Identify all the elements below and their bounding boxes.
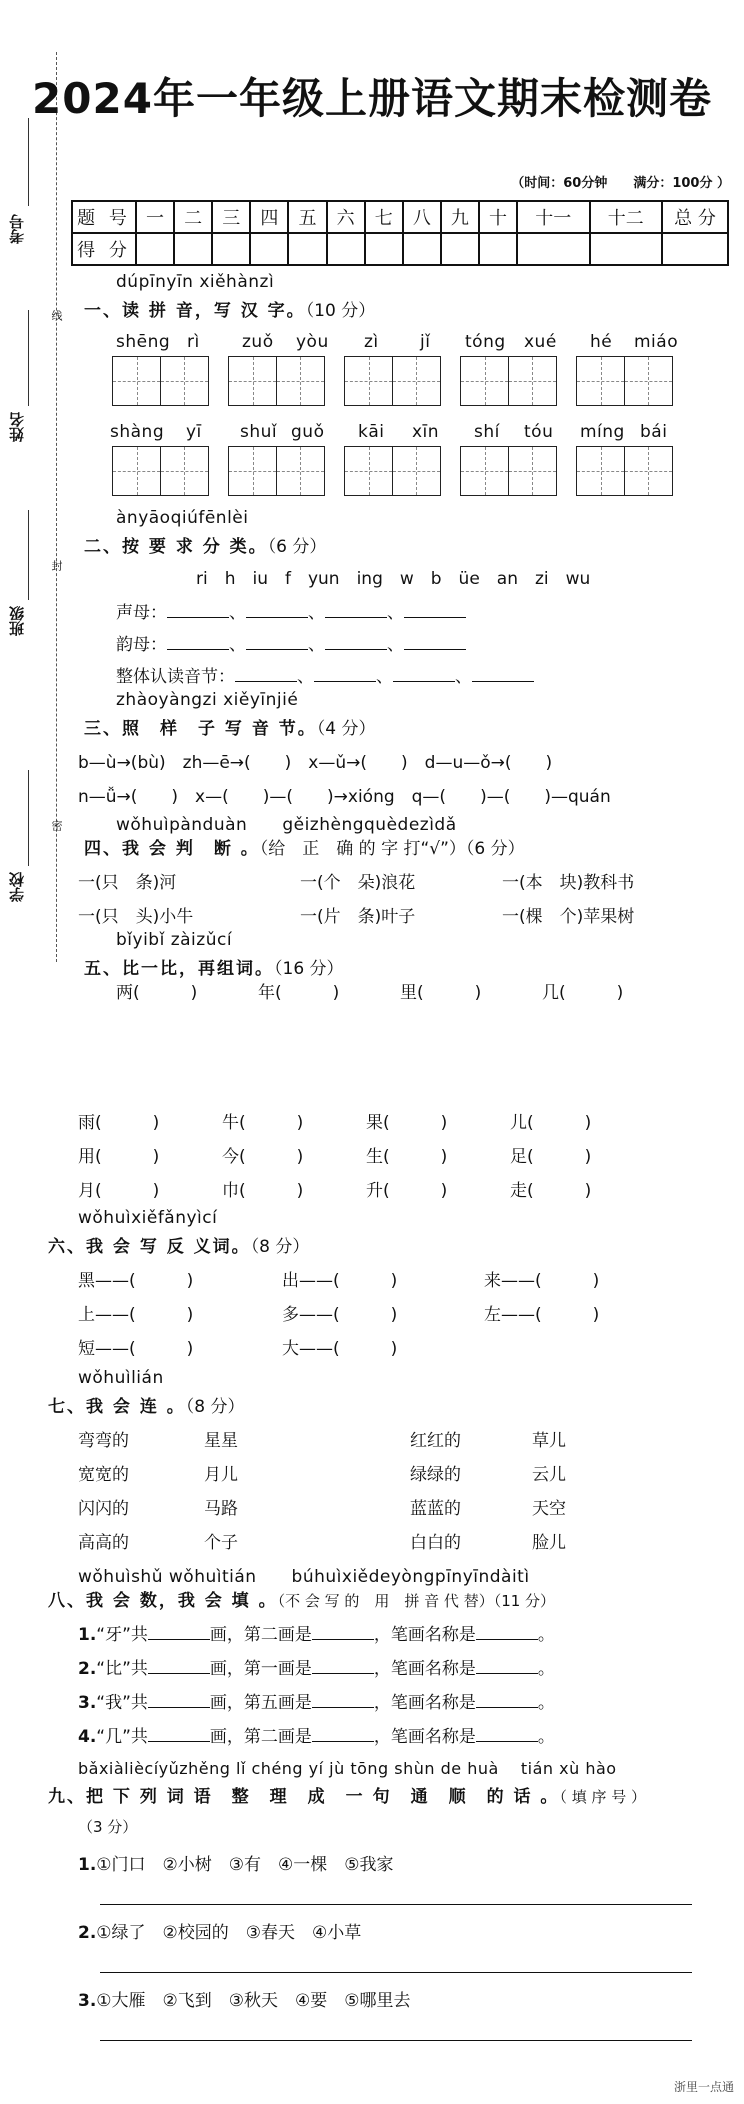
s1-title-text: 一、读 拼 音，写 汉 字。 — [84, 301, 306, 321]
score-col: 二 — [174, 201, 212, 233]
s8-c: ，笔画名称是 — [373, 1659, 476, 1679]
score-cell[interactable] — [590, 233, 663, 265]
s2-title-text: 二、按 要 求 分 类。 — [84, 537, 268, 557]
s7-title-text: 七、我 会 连 。 — [48, 1397, 186, 1417]
s6-points: （8 分） — [250, 1237, 310, 1257]
side-label-exam-no: 考号 — [8, 214, 26, 244]
s9-points: （ 填 序 号 ） — [559, 1788, 647, 1806]
answer-blank[interactable] — [472, 665, 534, 682]
s5-item[interactable]: 雨( ) — [78, 1113, 160, 1133]
s4-item[interactable]: 一(本 块)教科书 — [502, 873, 635, 893]
answer-blank[interactable] — [312, 1623, 374, 1640]
answer-blank[interactable] — [167, 601, 229, 618]
score-col: 七 — [365, 201, 403, 233]
score-head-label: 题 号 — [72, 201, 136, 233]
match-right-a[interactable]: 蓝蓝的 — [410, 1499, 461, 1519]
s8-points: （不 会 写 的 用 拼 音 代 替）（11 分） — [277, 1592, 556, 1610]
s1-r1-py: rì — [187, 332, 200, 352]
s8-d: 。 — [537, 1659, 555, 1679]
sep: 、 — [229, 603, 246, 623]
score-cell[interactable] — [479, 233, 517, 265]
score-col: 三 — [212, 201, 250, 233]
s9-title-text: 九、把 下 列 词 语 整 理 成 一 句 通 顺 的 话 。 — [48, 1787, 560, 1807]
s5-item[interactable]: 用( ) — [78, 1147, 160, 1167]
score-cell[interactable] — [250, 233, 288, 265]
side-mark-seal: 封 — [50, 560, 63, 571]
s2-pinyin: ànyāoqiúfēnlèi — [116, 508, 249, 528]
s6-title — [48, 1232, 309, 1257]
s2-title — [84, 532, 326, 557]
s5-title-text: 五、比一比，再组词。 — [84, 959, 274, 979]
s6-item[interactable]: 黑——( ) — [78, 1271, 194, 1291]
s8-q: “几”共 — [96, 1727, 148, 1747]
s9-item — [78, 1986, 411, 2011]
s3-line2: n—ǚ→( ) x—( )—( )→xióng q—( )—( )—quán — [78, 787, 611, 807]
s6-item[interactable]: 上——( ) — [78, 1305, 194, 1325]
s1-pinyin: dúpīnyīn xiěhànzì — [116, 272, 275, 292]
answer-blank[interactable] — [148, 1725, 210, 1742]
s6-pinyin: wǒhuìxiěfǎnyìcí — [78, 1208, 218, 1228]
match-left-a[interactable]: 宽宽的 — [78, 1465, 129, 1485]
sep: 、 — [455, 667, 472, 687]
s8-b: 画，第一画是 — [209, 1659, 312, 1679]
answer-blank[interactable] — [404, 633, 466, 650]
time-info: （时间：60分钟 满分：100分 ） — [511, 176, 730, 191]
s4-item[interactable]: 一(棵 个)苹果树 — [502, 907, 635, 927]
s1-r2-py: bái — [640, 422, 668, 442]
score-row-label: 得 分 — [72, 233, 136, 265]
sep: 、 — [308, 603, 325, 623]
answer-blank[interactable] — [325, 601, 387, 618]
s4-title — [84, 834, 525, 859]
s1-r1-py: miáo — [634, 332, 679, 352]
score-col: 八 — [403, 201, 441, 233]
s2-points: （6 分） — [267, 537, 327, 557]
answer-blank[interactable] — [312, 1691, 374, 1708]
s8-pinyin: wǒhuìshǔ wǒhuìtián búhuìxiědeyòngpīnyīndàitì — [78, 1567, 530, 1587]
sep: 、 — [297, 667, 314, 687]
item-no: 2. — [78, 1923, 97, 1943]
s5-item[interactable]: 两( ) — [116, 983, 198, 1003]
score-col-total: 总 分 — [662, 201, 728, 233]
s6-item[interactable]: 多——( ) — [282, 1305, 398, 1325]
score-cell[interactable] — [212, 233, 250, 265]
s8-item — [78, 1688, 555, 1713]
score-header-row — [72, 201, 728, 233]
char-grid[interactable] — [460, 356, 555, 406]
s5-pinyin: bǐyibǐ zàizǔcí — [116, 930, 233, 950]
s8-title-text: 八、我 会 数，我 会 填 。 — [48, 1591, 278, 1611]
s9-item — [78, 1918, 361, 1943]
score-value-row — [72, 233, 728, 265]
match-right-b[interactable]: 草儿 — [532, 1431, 566, 1451]
s3-title — [84, 714, 376, 739]
match-left-b[interactable]: 星星 — [204, 1431, 238, 1451]
s4-pinyin: wǒhuìpànduàn gěizhèngquèdezìdǎ — [116, 815, 457, 835]
sep: 、 — [387, 635, 404, 655]
score-cell[interactable] — [517, 233, 589, 265]
s4-item[interactable]: 一(个 朵)浪花 — [300, 873, 416, 893]
answer-blank[interactable] — [314, 665, 376, 682]
class-write-line[interactable] — [28, 510, 29, 600]
char-grid[interactable] — [576, 356, 671, 406]
s5-item[interactable]: 年( ) — [258, 983, 340, 1003]
s6-item[interactable]: 出——( ) — [282, 1271, 398, 1291]
score-cell[interactable] — [365, 233, 403, 265]
s9-text: ①绿了 ②校园的 ③春天 ④小草 — [96, 1923, 362, 1943]
item-no: 3. — [78, 1991, 97, 2011]
side-mark-line: 线 — [50, 310, 63, 321]
score-col: 一 — [136, 201, 174, 233]
s5-item[interactable]: 儿( ) — [510, 1113, 592, 1133]
side-label-name: 姓名 — [8, 412, 26, 442]
answer-line[interactable] — [100, 1904, 692, 1905]
match-left-b[interactable]: 月儿 — [204, 1465, 238, 1485]
s3-title-text: 三、照 样 子 写 音 节。 — [84, 719, 317, 739]
s9-text: ①门口 ②小树 ③有 ④一棵 ⑤我家 — [96, 1855, 394, 1875]
s8-b: 画，第二画是 — [209, 1625, 312, 1645]
answer-blank[interactable] — [312, 1657, 374, 1674]
sep: 、 — [376, 667, 393, 687]
s1-r1-py: zuǒ — [242, 332, 274, 352]
sep: 、 — [229, 635, 246, 655]
answer-blank[interactable] — [235, 665, 297, 682]
s8-item — [78, 1620, 555, 1645]
score-cell[interactable] — [327, 233, 365, 265]
side-label-school: 学校 — [8, 872, 26, 902]
s4-title-text: 四、我 会 判 断 。 — [84, 839, 260, 859]
s9-pinyin: bǎxiàliècíyǔzhěng lǐ chéng yí jù tōng shùn de huà tián xù hào — [78, 1759, 617, 1778]
s7-title — [48, 1392, 245, 1417]
s8-d: 。 — [537, 1693, 555, 1713]
s5-title — [84, 954, 344, 979]
side-mark-secret: 密 — [50, 820, 63, 831]
s5-item[interactable]: 巾( ) — [222, 1181, 304, 1201]
s5-item[interactable]: 走( ) — [510, 1181, 592, 1201]
s6-item[interactable]: 左——( ) — [484, 1305, 600, 1325]
s5-item[interactable]: 今( ) — [222, 1147, 304, 1167]
s1-points: （10 分） — [305, 301, 376, 321]
s8-c: ，笔画名称是 — [373, 1727, 476, 1747]
s1-r2-py: míng — [580, 422, 625, 442]
score-col: 四 — [250, 201, 288, 233]
s1-r2-py: kāi — [358, 422, 385, 442]
s8-q: “我”共 — [96, 1693, 148, 1713]
item-no: 1. — [78, 1625, 97, 1645]
s8-title — [48, 1586, 555, 1611]
s8-c: ，笔画名称是 — [373, 1625, 476, 1645]
exam-no-write-line[interactable] — [28, 118, 29, 206]
sep: 、 — [308, 635, 325, 655]
answer-line[interactable] — [100, 2040, 692, 2041]
s8-d: 。 — [537, 1625, 555, 1645]
s5-item[interactable]: 足( ) — [510, 1147, 592, 1167]
footer-watermark: 浙里一点通 — [673, 2080, 734, 2094]
s3-line1: b—ù→(bù) zh—ē→( ) x—ǔ→( ) d—u—ǒ→( ) — [78, 753, 553, 773]
answer-blank[interactable] — [167, 633, 229, 650]
s8-item — [78, 1722, 555, 1747]
answer-blank[interactable] — [476, 1623, 538, 1640]
s8-q: “比”共 — [96, 1659, 148, 1679]
s2-line — [116, 630, 466, 655]
match-right-b[interactable]: 天空 — [532, 1499, 566, 1519]
score-cell[interactable] — [662, 233, 728, 265]
s2-label: 声母： — [116, 603, 167, 623]
s8-b: 画，第二画是 — [209, 1727, 312, 1747]
s6-item[interactable]: 来——( ) — [484, 1271, 600, 1291]
s7-pinyin: wǒhuìlián — [78, 1368, 164, 1388]
s1-r2-py: tóu — [524, 422, 554, 442]
s7-points: （8 分） — [185, 1397, 245, 1417]
s5-item[interactable]: 几( ) — [542, 983, 624, 1003]
s3-pinyin: zhàoyàngzi xiěyīnjié — [116, 690, 299, 710]
answer-blank[interactable] — [476, 1691, 538, 1708]
score-table — [71, 200, 729, 266]
char-grid[interactable] — [228, 356, 323, 406]
s2-line — [116, 662, 534, 687]
char-grid[interactable] — [344, 446, 439, 496]
s5-item[interactable]: 里( ) — [400, 983, 482, 1003]
score-col: 十 — [479, 201, 517, 233]
name-write-line[interactable] — [28, 310, 29, 406]
char-grid[interactable] — [460, 446, 555, 496]
answer-line[interactable] — [100, 1972, 692, 1973]
s4-item[interactable]: 一(片 条)叶子 — [300, 907, 416, 927]
char-grid[interactable] — [112, 446, 207, 496]
char-grid[interactable] — [112, 356, 207, 406]
s1-r2-py: shí — [474, 422, 500, 442]
score-cell[interactable] — [403, 233, 441, 265]
answer-blank[interactable] — [246, 633, 308, 650]
s8-c: ，笔画名称是 — [373, 1693, 476, 1713]
s8-q: “牙”共 — [96, 1625, 148, 1645]
match-right-b[interactable]: 脸儿 — [532, 1533, 566, 1553]
s5-item[interactable]: 月( ) — [78, 1181, 160, 1201]
s2-label: 韵母： — [116, 635, 167, 655]
s1-r1-py: hé — [590, 332, 613, 352]
s1-r2-py: shàng — [110, 422, 165, 442]
match-left-a[interactable]: 高高的 — [78, 1533, 129, 1553]
s3-points: （4 分） — [316, 719, 376, 739]
s2-letters: ri h iu f yun ing w b üe an zi wu — [196, 569, 591, 589]
match-left-a[interactable]: 闪闪的 — [78, 1499, 129, 1519]
answer-blank[interactable] — [476, 1725, 538, 1742]
s1-title — [84, 296, 375, 321]
s8-item — [78, 1654, 555, 1679]
s1-r2-py: guǒ — [291, 422, 325, 442]
s9-points2: （3 分） — [78, 1818, 138, 1836]
s9-item — [78, 1850, 394, 1875]
side-label-class: 班级 — [8, 606, 26, 636]
s1-r2-py: shuǐ — [240, 422, 278, 442]
score-col: 十一 — [517, 201, 589, 233]
match-right-b[interactable]: 云儿 — [532, 1465, 566, 1485]
match-right-a[interactable]: 绿绿的 — [410, 1465, 461, 1485]
answer-blank[interactable] — [148, 1657, 210, 1674]
match-left-a[interactable]: 弯弯的 — [78, 1431, 129, 1451]
s9-title — [48, 1782, 646, 1807]
sep: 、 — [387, 603, 404, 623]
s2-label: 整体认读音节： — [116, 667, 235, 687]
answer-blank[interactable] — [476, 1657, 538, 1674]
answer-blank[interactable] — [325, 633, 387, 650]
s6-item[interactable]: 大——( ) — [282, 1339, 398, 1359]
s1-r1-py: shēng — [116, 332, 171, 352]
answer-blank[interactable] — [312, 1725, 374, 1742]
answer-blank[interactable] — [393, 665, 455, 682]
item-no: 4. — [78, 1727, 97, 1747]
s5-points: （16 分） — [274, 959, 344, 979]
answer-blank[interactable] — [148, 1691, 210, 1708]
match-right-a[interactable]: 白白的 — [410, 1533, 461, 1553]
score-col: 十二 — [590, 201, 663, 233]
score-cell[interactable] — [441, 233, 479, 265]
s1-r2-py: xīn — [412, 422, 440, 442]
score-col: 五 — [288, 201, 326, 233]
s5-item[interactable]: 果( ) — [366, 1113, 448, 1133]
s4-points: （给 正 确 的 字 打“√”）（6 分） — [259, 839, 525, 859]
item-no: 2. — [78, 1659, 97, 1679]
s1-r2-py: yī — [186, 422, 202, 442]
s2-line — [116, 598, 466, 623]
s5-item[interactable]: 升( ) — [366, 1181, 448, 1201]
s1-r1-py: tóng — [465, 332, 506, 352]
s4-item[interactable]: 一(只 条)河 — [78, 873, 177, 893]
s6-item[interactable]: 短——( ) — [78, 1339, 194, 1359]
s8-b: 画，第五画是 — [209, 1693, 312, 1713]
s6-title-text: 六、我 会 写 反 义词。 — [48, 1237, 251, 1257]
s1-r1-py: yòu — [296, 332, 329, 352]
match-left-b[interactable]: 个子 — [204, 1533, 238, 1553]
page-title: 2024年一年级上册语文期末检测卷 — [32, 74, 712, 123]
s8-d: 。 — [537, 1727, 555, 1747]
s9-text: ①大雁 ②飞到 ③秋天 ④要 ⑤哪里去 — [96, 1991, 411, 2011]
score-cell[interactable] — [136, 233, 174, 265]
school-write-line[interactable] — [28, 770, 29, 866]
score-col: 九 — [441, 201, 479, 233]
match-right-a[interactable]: 红红的 — [410, 1431, 461, 1451]
item-no: 1. — [78, 1855, 97, 1875]
score-cell[interactable] — [174, 233, 212, 265]
s5-item[interactable]: 牛( ) — [222, 1113, 304, 1133]
char-grid[interactable] — [228, 446, 323, 496]
s5-item[interactable]: 生( ) — [366, 1147, 448, 1167]
s1-r1-py: zì — [364, 332, 379, 352]
score-cell[interactable] — [288, 233, 326, 265]
s4-item[interactable]: 一(只 头)小牛 — [78, 907, 194, 927]
answer-blank[interactable] — [404, 601, 466, 618]
score-col: 六 — [327, 201, 365, 233]
s1-r1-py: jǐ — [420, 332, 431, 352]
item-no: 3. — [78, 1693, 97, 1713]
answer-blank[interactable] — [148, 1623, 210, 1640]
char-grid[interactable] — [344, 356, 439, 406]
match-left-b[interactable]: 马路 — [204, 1499, 238, 1519]
answer-blank[interactable] — [246, 601, 308, 618]
s1-r1-py: xué — [524, 332, 557, 352]
char-grid[interactable] — [576, 446, 671, 496]
